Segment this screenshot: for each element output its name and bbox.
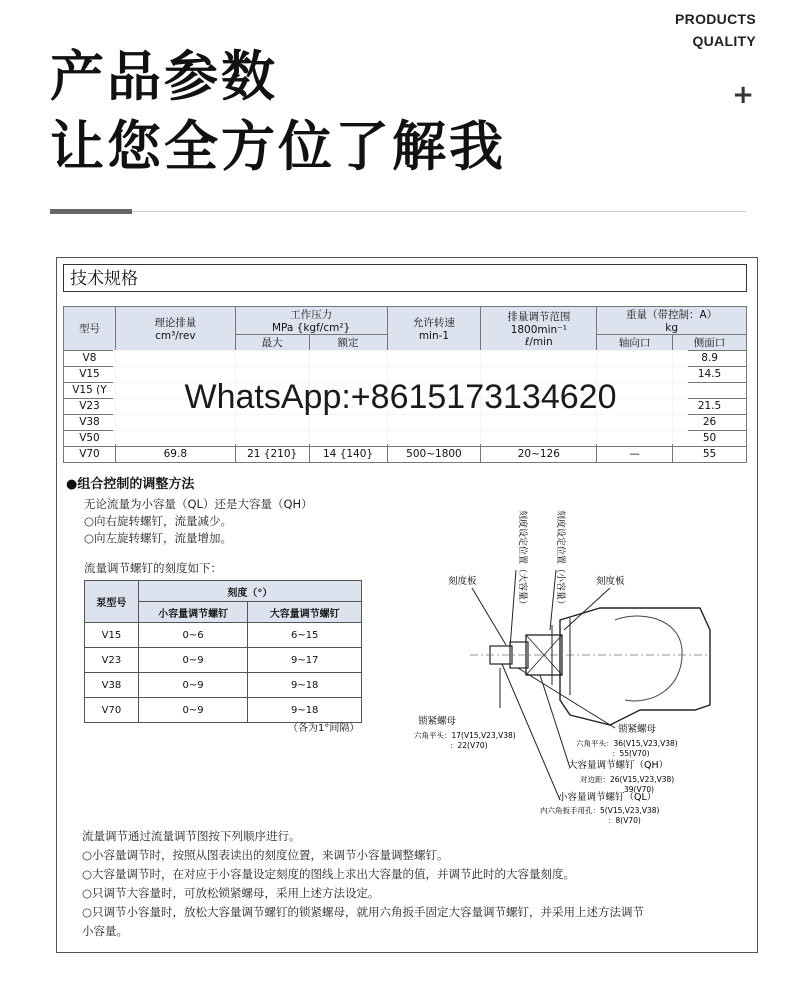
scale-note: （各为1°间隔） <box>288 723 360 734</box>
scale-th-small: 小容量调节螺钉 <box>138 602 248 623</box>
th-speed-label: 允许转速 <box>412 317 455 329</box>
large-screw-spec1: 对边距：26(V15,V23,V38) <box>580 775 675 784</box>
bottom-line-2: ○小容量调节时，按照从图表读出的刻度位置，来调节小容量调整螺钉。 <box>82 848 449 862</box>
scale-cell-model: V38 <box>85 673 139 698</box>
locknut-right-spec1: 六角平头：36(V15,V23,V38) <box>576 739 678 748</box>
cell-model: V70 <box>64 447 116 463</box>
scale-table <box>84 580 362 723</box>
scale-cell-model: V70 <box>85 698 139 723</box>
scale-cell-large: 6~15 <box>248 623 362 648</box>
divider <box>50 211 746 212</box>
pump-adjustment-drawing <box>410 500 740 825</box>
cell-model: V38 <box>64 415 116 431</box>
th-pressure <box>235 307 387 335</box>
th-weight-unit: kg <box>665 322 678 334</box>
th-weight-label: 重量（带控制：A） <box>626 309 718 321</box>
large-screw-label: 大容量调节螺钉（QH） <box>568 760 669 771</box>
scale-th-large: 大容量调节螺钉 <box>248 602 362 623</box>
th-weight <box>597 307 747 335</box>
scale-cell-large: 9~18 <box>248 698 362 723</box>
cell-side: 26 <box>673 415 747 431</box>
small-screw-label: 小容量调节螺钉（QL） <box>558 792 657 803</box>
locknut-right-label: 锁紧螺母 <box>618 724 657 735</box>
scale-cell-small: 0~6 <box>138 623 248 648</box>
th-adjust-unit1: 1800min⁻¹ <box>510 324 567 336</box>
th-weight-axial: 轴向口 <box>597 335 673 351</box>
cell-side: 14.5 <box>673 367 747 383</box>
cell-disp: 69.8 <box>115 447 235 463</box>
header-english <box>675 8 756 52</box>
th-pressure-rated: 额定 <box>309 335 387 351</box>
th-adjust-unit2: ℓ/min <box>524 336 553 348</box>
cell-side: 21.5 <box>673 399 747 415</box>
plus-icon[interactable]: + <box>732 80 754 110</box>
leader-line <box>510 570 516 648</box>
th-speed <box>387 307 481 351</box>
bottom-line-1: 流量调节通过流量调节图按下列顺序进行。 <box>82 829 301 843</box>
table-row <box>85 623 362 648</box>
scale-cell-model: V23 <box>85 648 139 673</box>
intro-line-1: 无论流量为小容量（QL）还是大容量（QH） <box>84 497 313 511</box>
bottom-line-4: ○只调节大容量时，可放松锁紧螺母，采用上述方法设定。 <box>82 886 380 900</box>
table-row <box>85 648 362 673</box>
cell-side: 50 <box>673 431 747 447</box>
cell-speed: 500~1800 <box>387 447 481 463</box>
pump-body-contour <box>615 616 682 701</box>
scale-plate-left-label: 刻度板 <box>448 576 477 587</box>
th-displacement <box>115 307 235 351</box>
whatsapp-watermark: WhatsApp:+8615173134620 <box>113 350 688 444</box>
scale-cell-small: 0~9 <box>138 648 248 673</box>
th-speed-unit: min-1 <box>418 330 450 342</box>
th-model: 型号 <box>64 307 116 351</box>
scale-cell-large: 9~18 <box>248 673 362 698</box>
th-displacement-unit: cm³/rev <box>155 330 196 342</box>
cell-side: 55 <box>673 447 747 463</box>
th-displacement-label: 理论排量 <box>154 317 197 329</box>
scale-cell-small: 0~9 <box>138 698 248 723</box>
cell-side: 8.9 <box>673 351 747 367</box>
locknut-right-spec2: ：55(V70) <box>612 749 650 758</box>
table-row <box>85 673 362 698</box>
th-adjust <box>481 307 597 351</box>
section-title: ●组合控制的调整方法 <box>66 477 195 492</box>
locknut-left-spec2: ：22(V70) <box>450 741 488 750</box>
large-screw-spec2: 39(V70) <box>624 785 655 794</box>
cell-model: V15 <box>64 367 116 383</box>
scale-cell-large: 9~17 <box>248 648 362 673</box>
bottom-line-6: 小容量。 <box>82 924 128 938</box>
th-pressure-unit: MPa {kgf/cm²} <box>271 322 351 334</box>
bottom-line-3: ○大容量调节时，在对应于小容量设定刻度的图线上求出大容量的值，并调节此时的大容量刻度。 <box>82 867 576 881</box>
th-pressure-label: 工作压力 <box>290 309 333 321</box>
header-en-line2: QUALITY <box>692 33 756 49</box>
cell-adjust: 20~126 <box>481 447 597 463</box>
divider-accent <box>50 209 132 214</box>
cell-prated: 14 {140} <box>309 447 387 463</box>
locknut-left-label: 锁紧螺母 <box>418 716 457 727</box>
table-row <box>64 447 747 463</box>
vertical-label-small: 刻度设定位置（小容量） <box>555 510 565 610</box>
scale-th-group: 刻度（°） <box>138 581 361 602</box>
th-weight-side: 侧面口 <box>673 335 747 351</box>
scale-plate-right-label: 刻度板 <box>596 576 625 587</box>
cell-model: V50 <box>64 431 116 447</box>
small-screw-spec1: 内六角扳手用孔：5(V15,V23,V38) <box>540 806 660 815</box>
header-en-line1: PRODUCTS <box>675 11 756 27</box>
cell-pmax: 21 {210} <box>235 447 309 463</box>
vertical-label-large: 刻度设定位置（大容量） <box>517 510 527 610</box>
locknut-left-spec1: 六角平头：17(V15,V23,V38) <box>414 731 516 740</box>
th-adjust-label: 排量调节范围 <box>507 311 571 323</box>
bottom-line-5: ○只调节小容量时，放松大容量调节螺钉的锁紧螺母，就用六角扳手固定大容量调节螺钉，并采用上述方法调节 <box>82 905 645 919</box>
scale-cell-small: 0~9 <box>138 673 248 698</box>
page-title-line2: 让您全方位了解我 <box>50 115 506 178</box>
doc-title: 技术规格 <box>63 264 747 292</box>
cell-model: V15 (Y <box>64 383 116 399</box>
scale-caption: 流量调节螺钉的刻度如下： <box>84 561 222 575</box>
cell-model: V8 <box>64 351 116 367</box>
cell-axial: — <box>597 447 673 463</box>
leader-line <box>564 588 610 630</box>
intro-line-3: ○向左旋转螺钉，流量增加。 <box>84 531 233 545</box>
scale-th-model: 泵型号 <box>85 581 139 623</box>
small-screw-spec2: ：8(V70) <box>608 816 641 825</box>
page-title-line1: 产品参数 <box>50 45 278 108</box>
leader-line <box>540 675 570 768</box>
intro-line-2: ○向右旋转螺钉，流量减少。 <box>84 514 233 528</box>
cell-model: V23 <box>64 399 116 415</box>
scale-cell-model: V15 <box>85 623 139 648</box>
th-pressure-max: 最大 <box>235 335 309 351</box>
leader-line <box>472 588 506 645</box>
leader-line <box>518 668 615 728</box>
